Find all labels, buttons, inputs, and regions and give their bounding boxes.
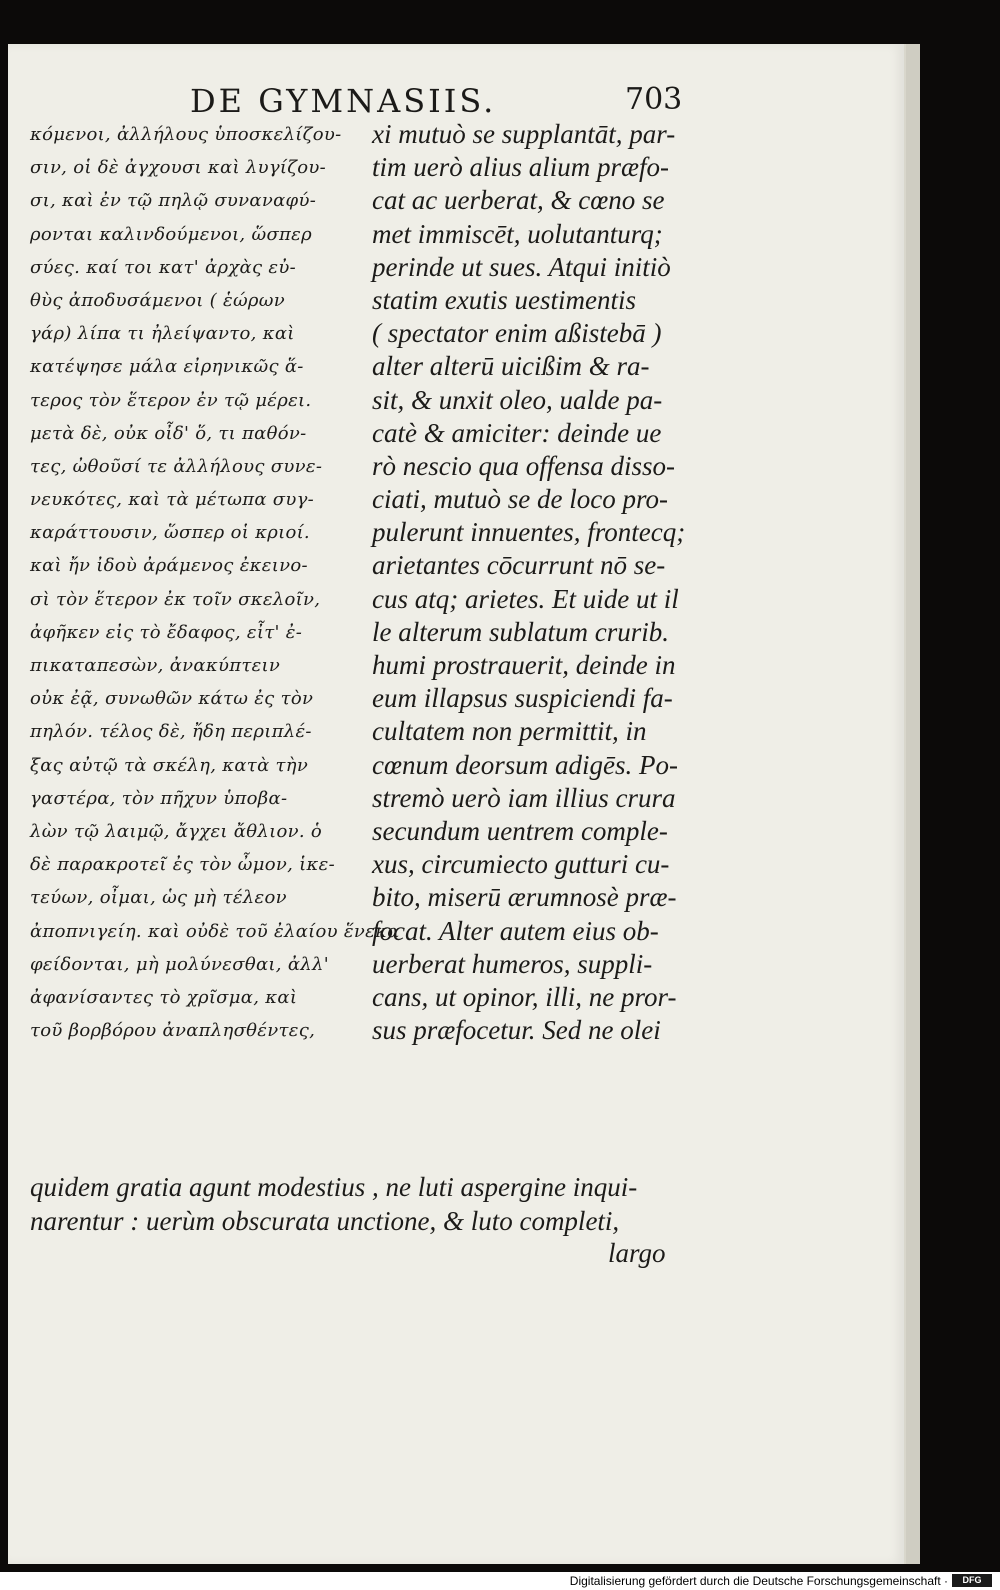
latin-text-line: met immiscēt, uolutanturq;: [372, 218, 663, 249]
greek-text-line: σι, καὶ ἐν τῷ πηλῷ συναναφύ-: [30, 190, 317, 212]
latin-text-line: bito, miserū ærumnosè præ-: [372, 882, 677, 913]
latin-text-line: statim exutis uestimentis: [372, 284, 636, 315]
greek-text-line: πηλόν. τέλος δὲ, ἤδη περιπλέ-: [30, 721, 312, 743]
greek-text-line: μετὰ δὲ, οὐκ οἶδ' ὅ, τι παθόν-: [30, 422, 307, 444]
greek-text-line: θὺς ἀποδυσάμενοι ( ἑώρων: [30, 289, 286, 311]
greek-text-line: τεύων, οἶμαι, ὡς μὴ τέλεον: [30, 887, 287, 909]
greek-text-line: τοῦ βορβόρου ἀναπλησθέντες,: [30, 1020, 316, 1042]
latin-text-line: rò nescio qua offensa disso-: [372, 450, 675, 481]
greek-text-line: ἀποπνιγείη. καὶ οὐδὲ τοῦ ἐλαίου ἕνεκα: [30, 920, 400, 942]
latin-text-line: alter alterū uicißim & ra-: [372, 351, 650, 382]
greek-column: [30, 118, 400, 1047]
page-edge: [906, 44, 920, 1564]
latin-text-line: cœnum deorsum adigēs. Po-: [372, 749, 678, 780]
greek-text-line: πικαταπεσὼν, ἀνακύπτειν: [30, 655, 281, 676]
latin-text-line: uerberat humeros, suppli-: [372, 948, 653, 979]
greek-text-line: τερος τὸν ἕτερον ἐν τῷ μέρει.: [30, 389, 312, 411]
latin-text-line: xus, circumiecto gutturi cu-: [372, 849, 670, 880]
greek-text-line: κόμενοι, ἀλλήλους ὑποσκελίζου-: [30, 124, 342, 145]
latin-text-line: sit, & unxit oleo, ualde pa-: [372, 384, 663, 415]
greek-text-line: σιν, οἱ δὲ ἀγχουσι καὶ λυγίζου-: [30, 157, 327, 179]
latin-text-line: sus præfocetur. Sed ne olei: [372, 1015, 661, 1046]
latin-text-line: focat. Alter autem eius ob-: [372, 915, 659, 946]
latin-text-line: cultatem non permittit, in: [372, 716, 647, 747]
latin-text-line: eum illapsus suspiciendi fa-: [372, 683, 673, 714]
running-head: DE GYMNASIIS.: [190, 82, 497, 120]
full-width-text: [30, 1170, 690, 1238]
latin-text-line: arietantes cōcurrunt nō se-: [372, 550, 666, 581]
dfg-logo: DFG: [952, 1574, 992, 1587]
greek-text-line: καράττουσιν, ὥσπερ οἱ κριοί.: [30, 522, 310, 544]
latin-text-line: cus atq; arietes. Et uide ut il: [372, 583, 679, 614]
greek-text-line: σύες. καί τοι κατ' ἀρχὰς εὐ-: [30, 256, 296, 278]
latin-text-line: cat ac uerberat, & cœno se: [372, 185, 665, 216]
latin-text-line: tim uerò alius alium præfo-: [372, 152, 670, 183]
greek-text-line: γαστέρα, τὸν πῆχυν ὑποβα-: [30, 787, 288, 809]
footer-bar: [0, 1572, 1000, 1590]
greek-text-line: σὶ τὸν ἕτερον ἐκ τοῖν σκελοῖν,: [30, 588, 321, 610]
latin-text-line: cans, ut opinor, illi, ne pror-: [372, 981, 677, 1012]
latin-text-line: secundum uentrem comple-: [372, 815, 668, 846]
full-width-text-line: narentur : uerùm obscurata unctione, & luto completi,: [30, 1206, 620, 1236]
latin-column: [372, 118, 692, 1047]
latin-text-line: xi mutuò se supplantāt, par-: [372, 119, 676, 149]
greek-text-line: ρονται καλινδούμενοι, ὥσπερ: [30, 223, 313, 245]
full-width-text-line: quidem gratia agunt modestius , ne luti aspergine inqui-: [30, 1172, 638, 1202]
latin-text-line: humi prostrauerit, deinde in: [372, 650, 676, 680]
greek-text-line: δὲ παρακροτεῖ ἐς τὸν ὦμον, ἱκε-: [30, 854, 335, 876]
greek-text-line: ἀφανίσαντες τὸ χρῖσμα, καὶ: [30, 986, 298, 1008]
greek-text-line: τες, ὠθοῦσί τε ἀλλήλους συνε-: [30, 455, 323, 477]
funding-credit: Digitalisierung gefördert durch die Deutsche Forschungsgemeinschaft ·: [569, 1574, 948, 1588]
page-number: 703: [625, 82, 683, 117]
greek-text-line: φείδονται, μὴ μολύνεσθαι, ἀλλ': [30, 953, 329, 975]
latin-text-line: catè & amiciter: deinde ue: [372, 417, 662, 448]
greek-text-line: κατέψησε μάλα εἰρηνικῶς ἅ-: [30, 356, 304, 378]
latin-text-line: perinde ut sues. Atqui initiò: [372, 251, 671, 282]
greek-text-line: ξας αὐτῷ τὰ σκέλη, κατὰ τὴν: [30, 754, 309, 776]
greek-text-line: καὶ ἤν ἰδοὺ ἀράμενος ἐκεινο-: [30, 555, 308, 577]
latin-text-line: le alterum sublatum crurib.: [372, 616, 669, 647]
latin-text-line: ( spectator enim aßistebā ): [372, 318, 662, 349]
latin-text-line: ciati, mutuò se de loco pro-: [372, 484, 668, 515]
greek-text-line: γάρ) λίπα τι ἠλείψαντο, καὶ: [30, 323, 295, 345]
greek-text-line: νευκότες, καὶ τὰ μέτωπα συγ-: [30, 489, 315, 511]
greek-text-line: ἀφῆκεν εἰς τὸ ἔδαφος, εἶτ' ἐ-: [30, 621, 303, 643]
greek-text-line: οὐκ ἐᾷ, συνωθῶν κάτω ἐς τὸν: [30, 688, 314, 710]
latin-text-line: stremò uerò iam illius crura: [372, 782, 676, 813]
latin-text-line: pulerunt innuentes, frontecq;: [372, 517, 686, 548]
catchword: largo: [608, 1238, 666, 1268]
greek-text-line: λὼν τῷ λαιμῷ, ἄγχει ἄθλιον. ὁ: [30, 820, 323, 842]
